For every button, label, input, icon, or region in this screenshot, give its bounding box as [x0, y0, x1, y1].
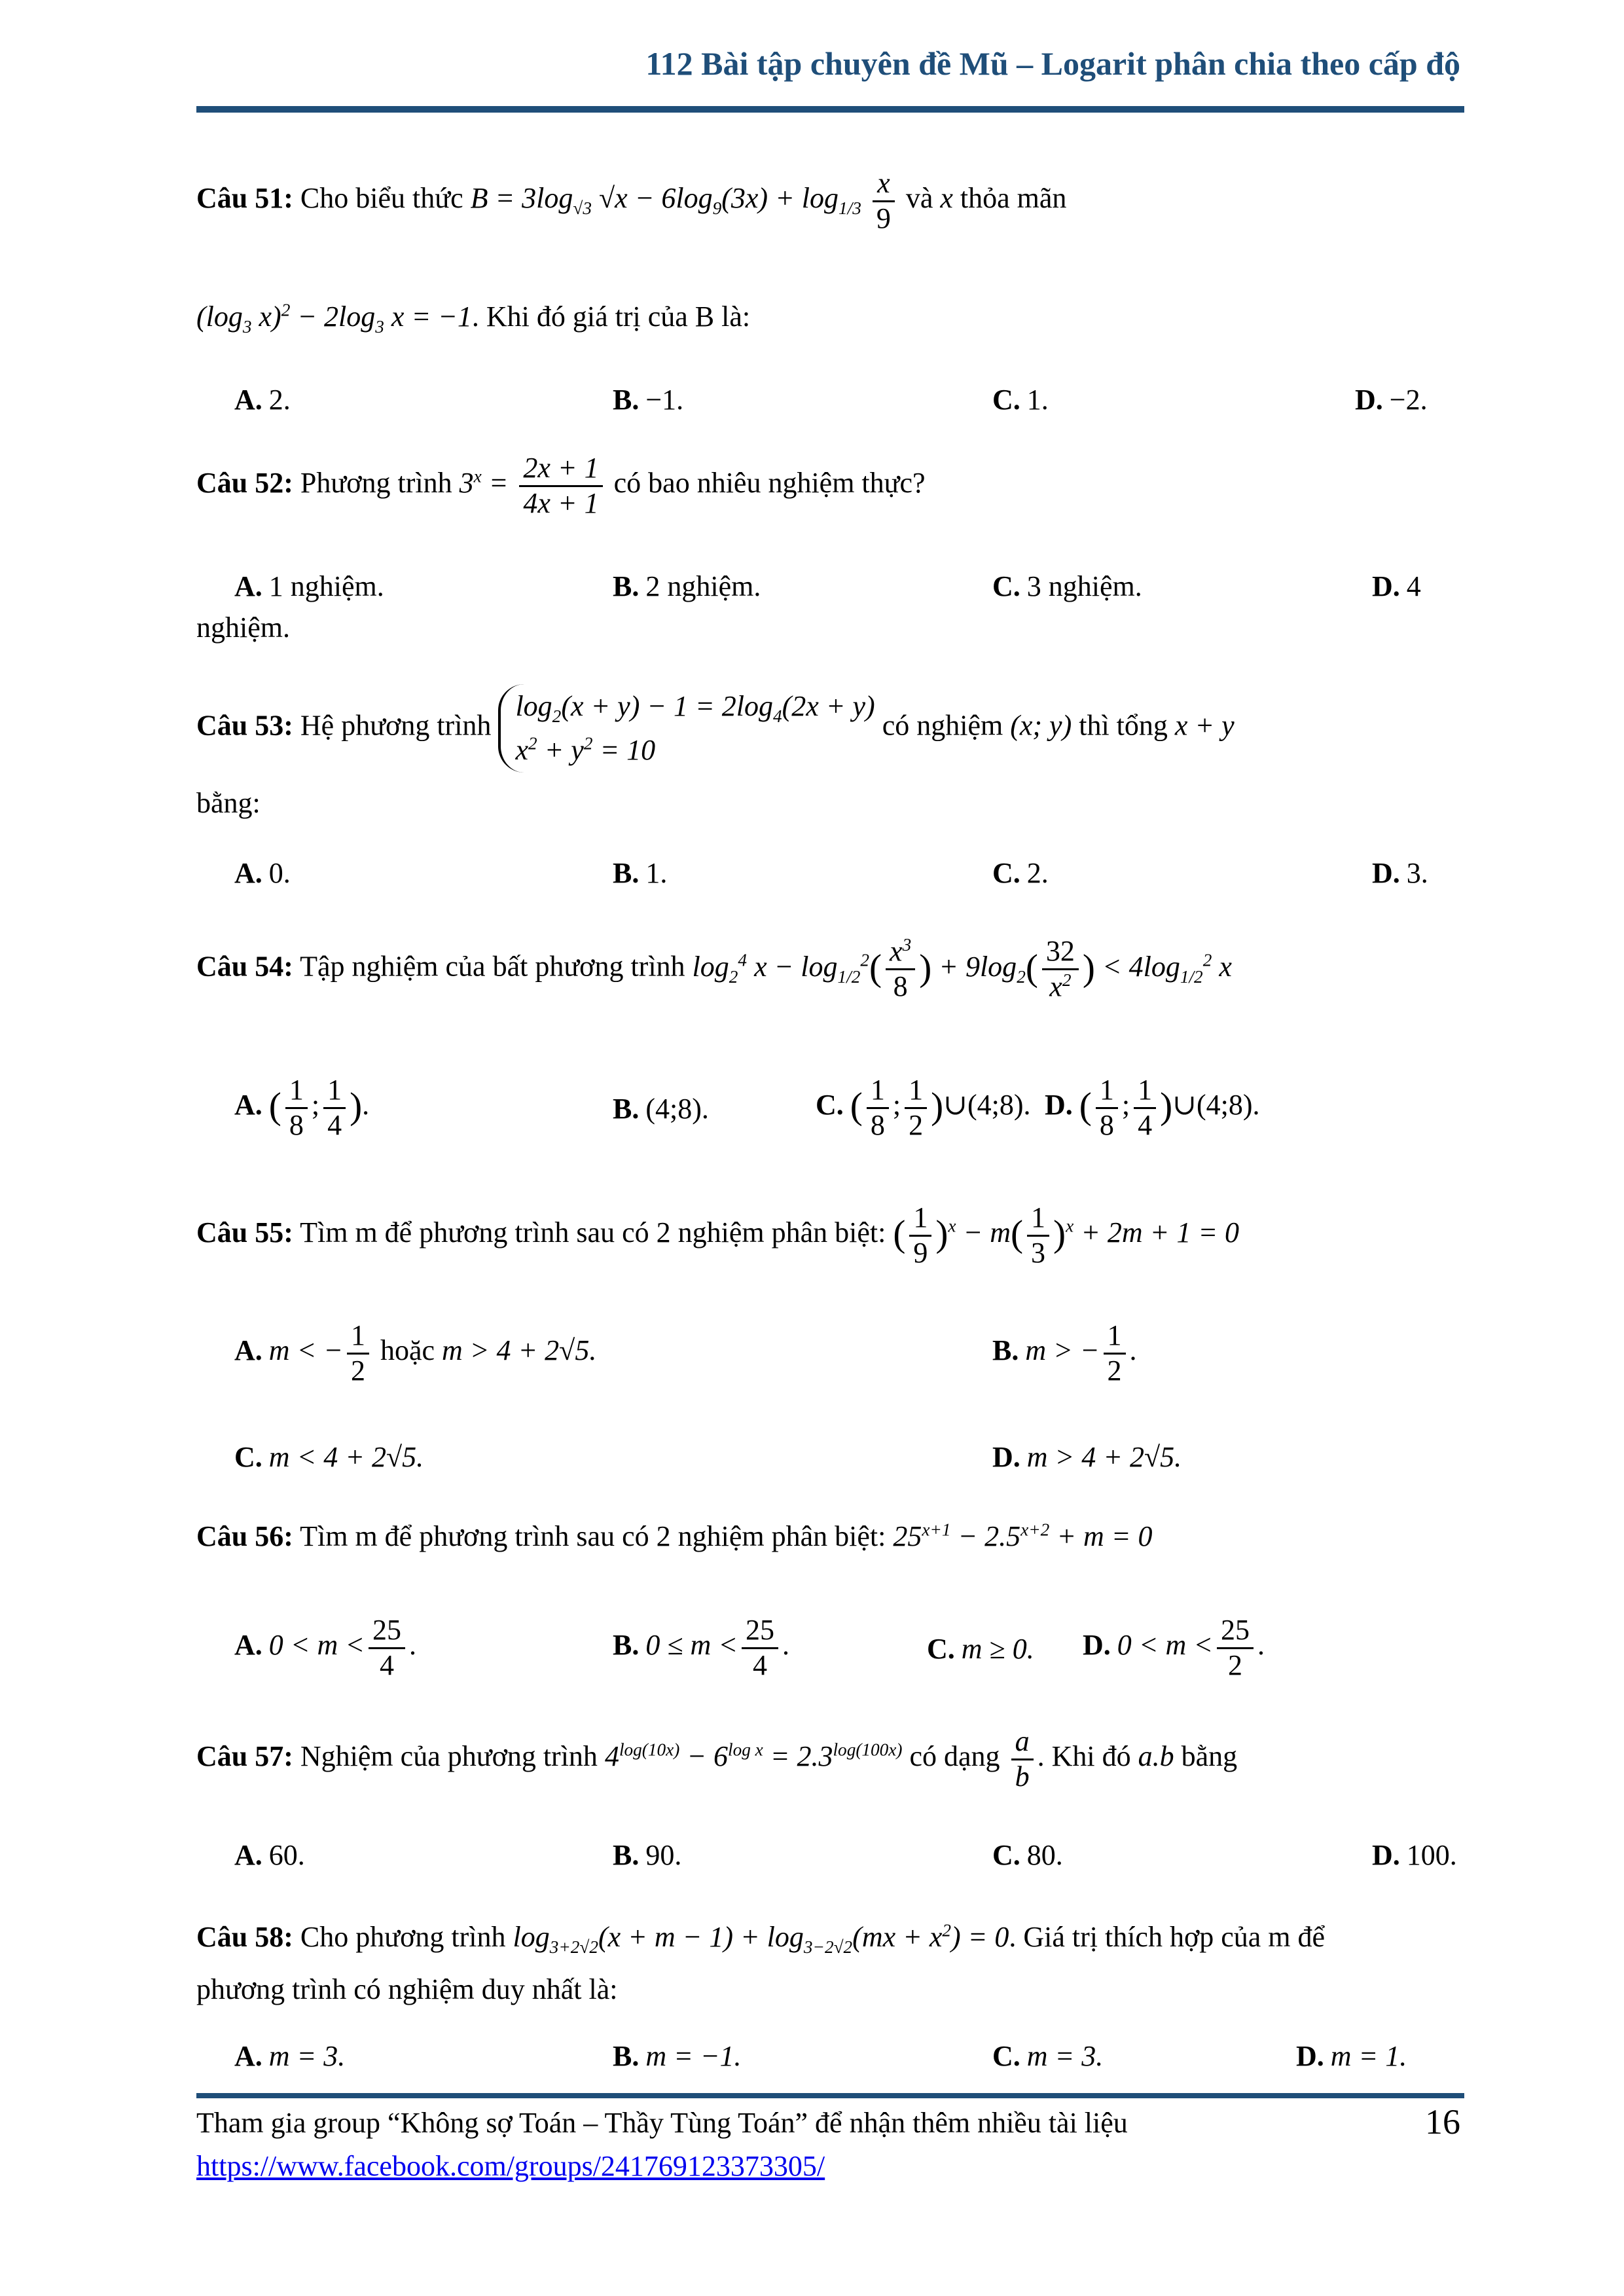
- question-55: Câu 55: Tìm m để phương trình sau có 2 nghiệm phân biệt: ( $\frac{1}{9}$ )$^x$ − m( $\frac{1}{3}$ )$^x$ + 2m + 1 = 0: [196, 1201, 1240, 1269]
- option-d[interactable]: D. 3.: [1372, 857, 1428, 889]
- question-label: Câu 57:: [196, 1740, 293, 1773]
- question-text: . Giá trị thích hợp của m để: [1009, 1921, 1326, 1953]
- question-58-tail: phương trình có nghiệm duy nhất là:: [196, 1973, 618, 2005]
- question-text: có dạng: [909, 1740, 1000, 1773]
- option-a[interactable]: A. 0 < m < $\frac{25}{4}$ .: [234, 1614, 416, 1681]
- option-b[interactable]: B. 2 nghiệm.: [613, 570, 761, 602]
- option-b[interactable]: B. 1.: [613, 857, 668, 889]
- question-52: [196, 452, 1464, 520]
- option-b[interactable]: B. 90.: [613, 1839, 682, 1871]
- option-b[interactable]: B. −1.: [613, 384, 684, 416]
- option-a[interactable]: A. ( $\frac{1}{8}$ ; $\frac{1}{4}$ ).: [234, 1074, 370, 1141]
- header-title: 112 Bài tập chuyên đề Mũ – Logarit phân chia theo cấp độ: [645, 45, 1460, 82]
- option-c[interactable]: C. 2.: [992, 857, 1049, 889]
- option-c[interactable]: C. ( $\frac{1}{8}$ ; $\frac{1}{2}$ )∪(4;8).: [816, 1074, 1031, 1141]
- option-b[interactable]: B. (4;8).: [613, 1093, 709, 1125]
- formula-3x: $3^x$ =: [459, 466, 509, 500]
- question-51-condition: [196, 298, 1464, 338]
- formula-58: $\log_{3+2√2}(x + m - 1) + \log_{3-2√2}(mx + x^2) = 0$: [513, 1920, 1009, 1957]
- option-d[interactable]: D. m = 1.: [1296, 2040, 1407, 2072]
- question-57: Câu 57: Nghiệm của phương trình $4^{log(10x)} - 6^{log x} = 2.3^{log(100x)}$ có dạng $\frac{a}{b}$ . Khi đó a.b bằng: [196, 1725, 1238, 1793]
- question-text: Hệ phương trình: [300, 709, 492, 742]
- option-a[interactable]: A. 0.: [234, 857, 291, 889]
- page-number: 16: [1425, 2102, 1460, 2141]
- options-57: [234, 1838, 1464, 1891]
- question-54: Câu 54: Tập nghiệm của bất phương trình $\log_2^4 x - \log_{1/2}^2$( $\frac{x^3}{8}$ ) + $9\log_2$( $\frac{32}{x^2}$ ) < $4\log_{1/2}^2$ x: [196, 935, 1232, 1003]
- option-a[interactable]: A. 60.: [234, 1839, 305, 1871]
- question-label: Câu 55:: [196, 1216, 293, 1249]
- question-56: [196, 1518, 1464, 1555]
- question-53-tail: bằng:: [196, 787, 261, 819]
- options-55-row1: [234, 1319, 1464, 1387]
- option-d[interactable]: D. −2.: [1355, 384, 1428, 416]
- option-c[interactable]: C. m ≥ 0.: [927, 1633, 1034, 1665]
- footer-rule: [196, 2093, 1464, 2098]
- option-b[interactable]: B. 0 ≤ m < $\frac{25}{4}$ .: [613, 1614, 789, 1681]
- option-d[interactable]: D. 100.: [1372, 1839, 1457, 1871]
- question-text: . Khi đó: [1037, 1740, 1131, 1773]
- formula-56: $25^{x+1} - 2.5^{x+2} + m = 0$: [893, 1520, 1153, 1552]
- option-c[interactable]: C. 1.: [992, 384, 1049, 416]
- question-label: Câu 54:: [196, 950, 293, 983]
- options-55-row2: [234, 1440, 1464, 1493]
- question-text: có bao nhiêu nghiệm thực?: [613, 467, 926, 500]
- option-a[interactable]: A. m = 3.: [234, 2040, 346, 2072]
- option-b[interactable]: B. m > − $\frac{1}{2}$ .: [992, 1319, 1137, 1387]
- question-text: thì tổng: [1079, 709, 1168, 742]
- header-rule: [196, 106, 1464, 113]
- question-label: Câu 52:: [196, 467, 293, 500]
- question-51: Câu 51: Cho biểu thức $B = 3\log_{√3}$ $√x - 6\log_9(3x) + \log_{1/3}$ $\frac{x}{9}$ và x thỏa mãn: [196, 167, 1067, 234]
- fraction-2x1-4x1: $\frac{2x + 1}{4x + 1}$: [519, 452, 602, 520]
- question-label: Câu 56:: [196, 1520, 293, 1552]
- options-51: [234, 383, 1464, 435]
- option-d[interactable]: D. 0 < m < $\frac{25}{2}$ .: [1083, 1614, 1265, 1681]
- question-label: Câu 53:: [196, 709, 293, 742]
- question-text: Tìm m để phương trình sau có 2 nghiệm phân biệt:: [300, 1520, 886, 1552]
- footer-link[interactable]: https://www.facebook.com/groups/241769123373305/: [196, 2150, 825, 2182]
- option-d-wrap: nghiệm.: [196, 611, 290, 644]
- question-label: Câu 58:: [196, 1921, 293, 1953]
- option-c[interactable]: C. m < 4 + 2√5.: [234, 1441, 424, 1473]
- fraction-x-9: $\frac{x}{9}$: [873, 167, 895, 235]
- question-text: thỏa mãn: [960, 182, 1067, 215]
- options-58: [234, 2039, 1464, 2092]
- option-a[interactable]: A. 2.: [234, 384, 291, 416]
- question-text: Tập nghiệm của bất phương trình: [300, 950, 685, 983]
- question-text: và: [905, 182, 933, 215]
- question-text: . Khi đó giá trị của B là:: [471, 301, 751, 333]
- option-c[interactable]: C. 80.: [992, 1839, 1063, 1871]
- question-text: bằng: [1181, 1740, 1238, 1773]
- question-text: Cho phương trình: [300, 1921, 506, 1953]
- option-d[interactable]: D. m > 4 + 2√5.: [992, 1441, 1182, 1473]
- formula-inequality: $\log_2^4 x - \log_{1/2}^2$(: [692, 947, 882, 989]
- options-54: [234, 1074, 1464, 1141]
- question-text: Cho biểu thức: [300, 182, 463, 215]
- option-b[interactable]: B. m = −1.: [613, 2040, 742, 2072]
- question-text: Nghiệm của phương trình: [300, 1740, 598, 1773]
- footer-text: Tham gia group “Không sợ Toán – Thầy Tùng Toán” để nhận thêm nhiều tài liệu: [196, 2107, 1128, 2139]
- formula-condition: ($\log_3$ $x)^2 - 2\log_3$ x = −1: [196, 300, 472, 337]
- option-d[interactable]: D. 4: [1372, 570, 1421, 602]
- formula-b: $B = 3\log_{√3}$ $√x - 6\log_9(3x) + \log_{1/3}$: [470, 182, 861, 218]
- options-53: [234, 856, 1464, 909]
- formula-57: $4^{log(10x)} - 6^{log x} = 2.3^{log(100x)}$: [604, 1740, 903, 1773]
- question-58: [196, 1918, 1464, 1959]
- option-c[interactable]: C. m = 3.: [992, 2040, 1104, 2072]
- option-a[interactable]: A. 1 nghiệm.: [234, 570, 384, 602]
- option-c[interactable]: C. 3 nghiệm.: [992, 570, 1142, 602]
- option-a[interactable]: A. m < − $\frac{1}{2}$ hoặc m > 4 + 2√5.: [234, 1319, 597, 1387]
- question-label: Câu 51:: [196, 182, 293, 215]
- question-text: Phương trình: [300, 467, 452, 500]
- equation-system: $\log_2(x + y) - 1 = 2\log_4(2x + y)$ $x^2 + y^2 = 10$: [498, 684, 875, 773]
- option-d[interactable]: D. ( $\frac{1}{8}$ ; $\frac{1}{4}$ )∪(4;8).: [1045, 1074, 1260, 1141]
- question-text: Tìm m để phương trình sau có 2 nghiệm phân biệt:: [300, 1216, 886, 1249]
- question-53: Câu 53: Hệ phương trình $\log_2(x + y) - 1 = 2\log_4(2x + y)$ $x^2 + y^2 = 10$ có nghiệm (x; y) thì tổng x + y: [196, 684, 1464, 773]
- question-text: có nghiệm: [882, 709, 1003, 742]
- options-56: [234, 1614, 1464, 1681]
